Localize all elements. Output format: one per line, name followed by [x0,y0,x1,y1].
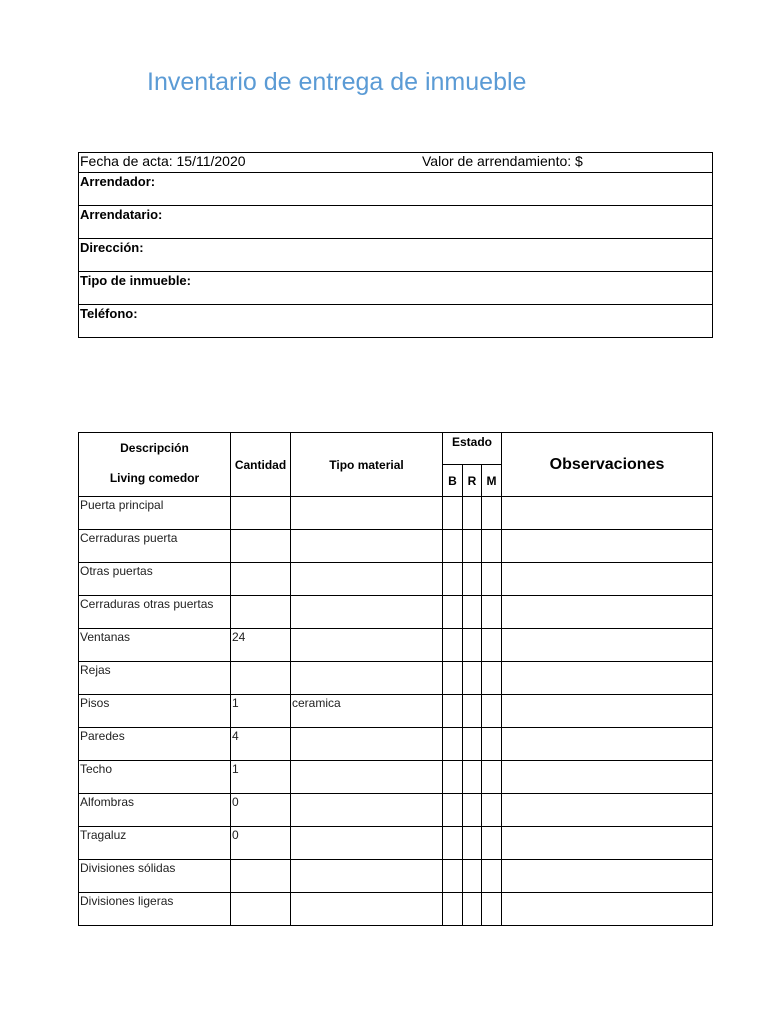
row-material [291,893,443,926]
table-row [79,827,713,860]
row-estado-r [463,728,482,761]
row-estado-b [443,662,463,695]
row-observaciones [502,860,713,893]
row-observaciones [502,794,713,827]
row-observaciones [502,629,713,662]
row-cantidad [231,860,291,893]
row-estado-r [463,893,482,926]
row-material [291,728,443,761]
row-cantidad: 0 [231,794,291,827]
row-material [291,629,443,662]
row-estado-r [463,761,482,794]
row-observaciones [502,596,713,629]
row-estado-m [482,596,502,629]
row-estado-r [463,563,482,596]
table-row [79,497,713,530]
row-cantidad: 24 [231,629,291,662]
row-cantidad [231,530,291,563]
row-observaciones [502,761,713,794]
inventory-table [78,432,713,926]
table-row [79,893,713,926]
row-estado-m [482,629,502,662]
col-estado-b: B [443,465,463,497]
col-descripcion [79,433,231,497]
direccion-field: Dirección: [79,239,713,272]
row-descripcion: Otras puertas [79,563,231,596]
row-descripcion: Techo [79,761,231,794]
row-estado-b [443,761,463,794]
row-descripcion: Cerraduras otras puertas [79,596,231,629]
row-estado-b [443,629,463,662]
col-estado-r: R [463,465,482,497]
row-estado-r [463,596,482,629]
col-cantidad: Cantidad [231,433,291,497]
row-estado-m [482,893,502,926]
row-material [291,497,443,530]
row-estado-b [443,596,463,629]
row-estado-m [482,695,502,728]
row-estado-r [463,794,482,827]
table-row [79,860,713,893]
row-observaciones [502,695,713,728]
row-cantidad: 1 [231,695,291,728]
row-descripcion: Divisiones ligeras [79,893,231,926]
row-cantidad: 4 [231,728,291,761]
row-estado-r [463,629,482,662]
row-observaciones [502,827,713,860]
table-row [79,629,713,662]
row-observaciones [502,530,713,563]
row-estado-r [463,497,482,530]
row-estado-b [443,893,463,926]
row-estado-b [443,728,463,761]
row-estado-m [482,761,502,794]
row-material [291,563,443,596]
row-material [291,530,443,563]
table-row [79,794,713,827]
row-estado-b [443,530,463,563]
row-estado-r [463,827,482,860]
row-descripcion: Divisiones sólidas [79,860,231,893]
telefono-field: Teléfono: [79,305,713,338]
row-estado-m [482,827,502,860]
col-descripcion-label: Descripción [120,441,189,455]
row-estado-r [463,695,482,728]
row-material: ceramica [291,695,443,728]
row-estado-m [482,728,502,761]
row-observaciones [502,728,713,761]
col-tipo-material: Tipo material [291,433,443,497]
row-observaciones [502,563,713,596]
table-row [79,662,713,695]
row-estado-b [443,860,463,893]
row-estado-m [482,794,502,827]
col-living-comedor-label: Living comedor [109,471,200,485]
table-row [79,728,713,761]
row-material [291,596,443,629]
table-row [79,596,713,629]
arrendador-field: Arrendador: [79,173,713,206]
row-material [291,827,443,860]
row-estado-m [482,662,502,695]
row-descripcion: Alfombras [79,794,231,827]
table-row [79,530,713,563]
row-estado-b [443,827,463,860]
row-estado-b [443,794,463,827]
row-observaciones [502,497,713,530]
row-material [291,860,443,893]
col-estado-m: M [482,465,502,497]
row-estado-m [482,563,502,596]
row-cantidad [231,563,291,596]
row-descripcion: Puerta principal [79,497,231,530]
table-row [79,563,713,596]
row-cantidad [231,497,291,530]
row-observaciones [502,893,713,926]
row-estado-b [443,497,463,530]
page-title: Inventario de entrega de inmueble [147,68,527,96]
row-descripcion: Paredes [79,728,231,761]
row-estado-r [463,662,482,695]
row-descripcion: Rejas [79,662,231,695]
col-estado: Estado [443,433,502,465]
row-observaciones [502,662,713,695]
row-material [291,761,443,794]
row-cantidad [231,596,291,629]
row-estado-r [463,530,482,563]
row-estado-b [443,563,463,596]
arrendatario-field: Arrendatario: [79,206,713,239]
table-row [79,761,713,794]
row-estado-m [482,497,502,530]
row-estado-r [463,860,482,893]
row-estado-m [482,860,502,893]
contract-date: Fecha de acta: 15/11/2020 [80,153,246,169]
row-descripcion: Cerraduras puerta [79,530,231,563]
row-cantidad [231,662,291,695]
tipo-inmueble-field: Tipo de inmueble: [79,272,713,305]
row-material [291,794,443,827]
row-cantidad: 0 [231,827,291,860]
contract-info-table [78,152,713,338]
row-descripcion: Ventanas [79,629,231,662]
row-estado-b [443,695,463,728]
row-cantidad: 1 [231,761,291,794]
table-row [79,695,713,728]
row-descripcion: Tragaluz [79,827,231,860]
rent-value: Valor de arrendamiento: $ [422,153,583,169]
contract-date-cell [79,153,713,173]
row-material [291,662,443,695]
col-observaciones: Observaciones [502,433,713,497]
row-descripcion: Pisos [79,695,231,728]
row-cantidad [231,893,291,926]
row-estado-m [482,530,502,563]
